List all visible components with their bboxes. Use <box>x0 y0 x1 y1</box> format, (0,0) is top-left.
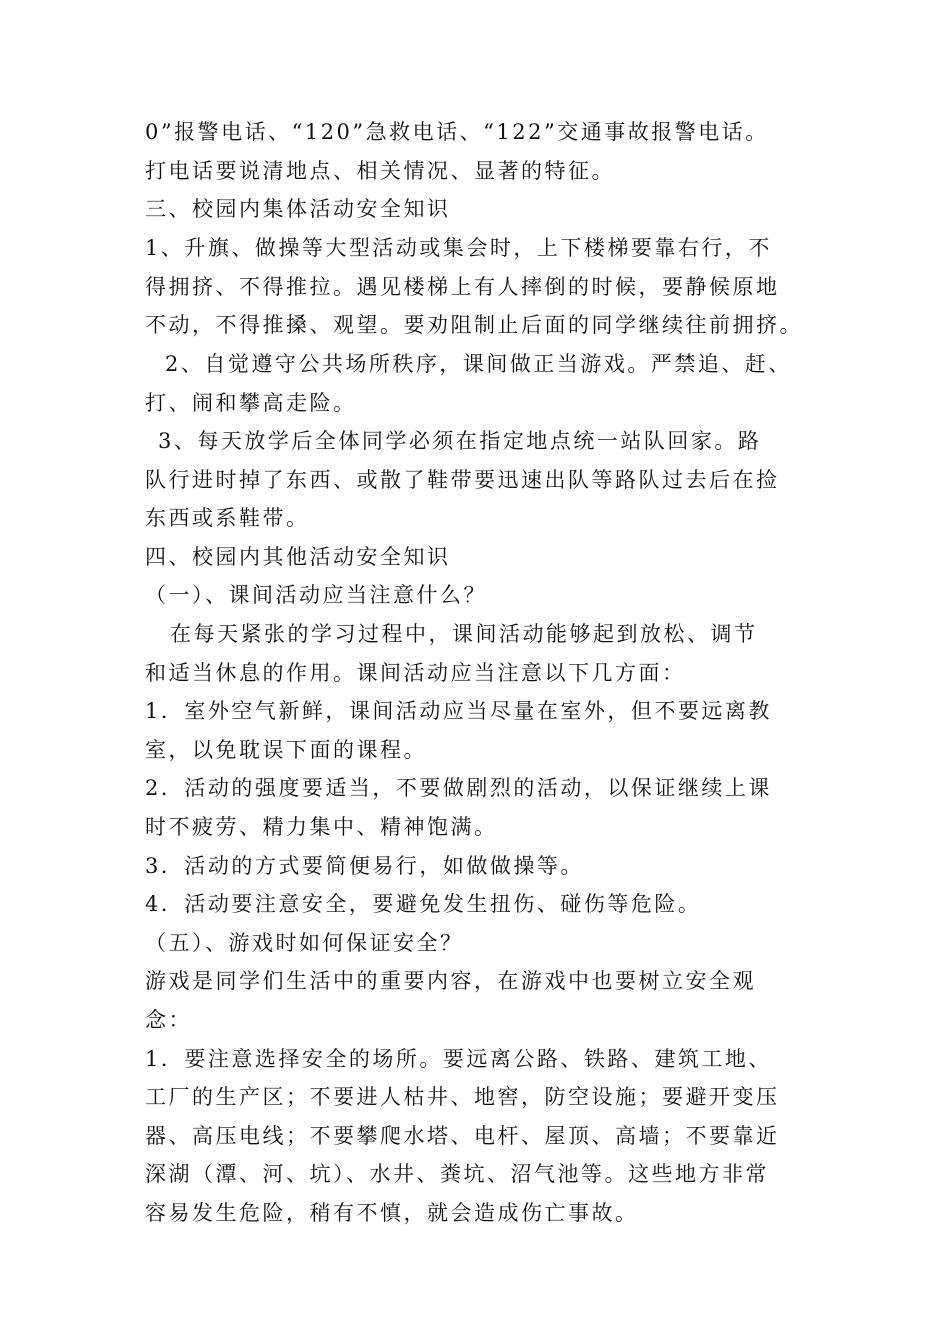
subsection-heading: （五）、游戏时如何保证安全？ <box>145 931 464 955</box>
text-line: 队行进时掉了东西、或散了鞋带要迅速出队等路队过去后在捡 <box>145 468 780 492</box>
text-line: 在每天紧张的学习过程中，课间活动能够起到放松、调节 <box>170 622 758 646</box>
text-line: 念： <box>145 1008 192 1032</box>
list-item: 1．室外空气新鲜，课间活动应当尽量在室外，但不要远离教 <box>145 699 772 723</box>
text-line: 3、每天放学后全体同学必须在指定地点统一站队回家。路 <box>158 429 762 453</box>
text-line: 不动，不得推搡、观望。要劝阻制止后面的同学继续往前拥挤。 <box>145 313 803 337</box>
text-line: 器、高压电线；不要攀爬水塔、电杆、屋顶、高墙；不要靠近 <box>145 1124 780 1148</box>
text-line: 工厂的生产区；不要进人枯井、地窖，防空设施；要避开变压 <box>145 1085 780 1109</box>
subsection-heading: （一）、课间活动应当注意什么？ <box>145 583 487 607</box>
list-item: 3．活动的方式要简便易行，如做做操等。 <box>145 854 584 878</box>
text-line: 1、升旗、做操等大型活动或集会时，上下楼梯要靠右行，不 <box>145 236 772 260</box>
text-line: 0”报警电话、“120”急救电话、“122”交通事故报警电话。 <box>145 120 769 144</box>
text-line: 打电话要说清地点、相关情况、显著的特征。 <box>145 159 615 183</box>
list-item: 2．活动的强度要适当，不要做剧烈的活动，以保证继续上课 <box>145 776 772 800</box>
list-item: 1．要注意选择安全的场所。要远离公路、铁路、建筑工地、 <box>145 1047 772 1071</box>
text-line: 东西或系鞋带。 <box>145 506 310 530</box>
text-line: 室，以免耽误下面的课程。 <box>145 738 427 762</box>
list-item: 4．活动要注意安全，要避免发生扭伤、碰伤等危险。 <box>145 892 702 916</box>
section-heading: 三、校园内集体活动安全知识 <box>145 197 451 221</box>
text-line: 和适当休息的作用。课间活动应当注意以下几方面： <box>145 661 686 685</box>
text-line: 深湖（潭、河、坑）、水井、粪坑、沼气池等。这些地方非常 <box>145 1162 769 1186</box>
text-line: 2、自觉遵守公共场所秩序，课间做正当游戏。严禁追、赶、 <box>165 352 792 376</box>
text-line: 容易发生危险，稍有不慎，就会造成伤亡事故。 <box>145 1201 639 1225</box>
text-line: 时不疲劳、精力集中、精神饱满。 <box>145 815 498 839</box>
text-line: 游戏是同学们生活中的重要内容，在游戏中也要树立安全观 <box>145 969 756 993</box>
section-heading: 四、校园内其他活动安全知识 <box>145 545 451 569</box>
text-line: 打、闹和攀高走险。 <box>145 391 357 415</box>
text-line: 得拥挤、不得推拉。遇见楼梯上有人摔倒的时候，要静候原地 <box>145 275 780 299</box>
